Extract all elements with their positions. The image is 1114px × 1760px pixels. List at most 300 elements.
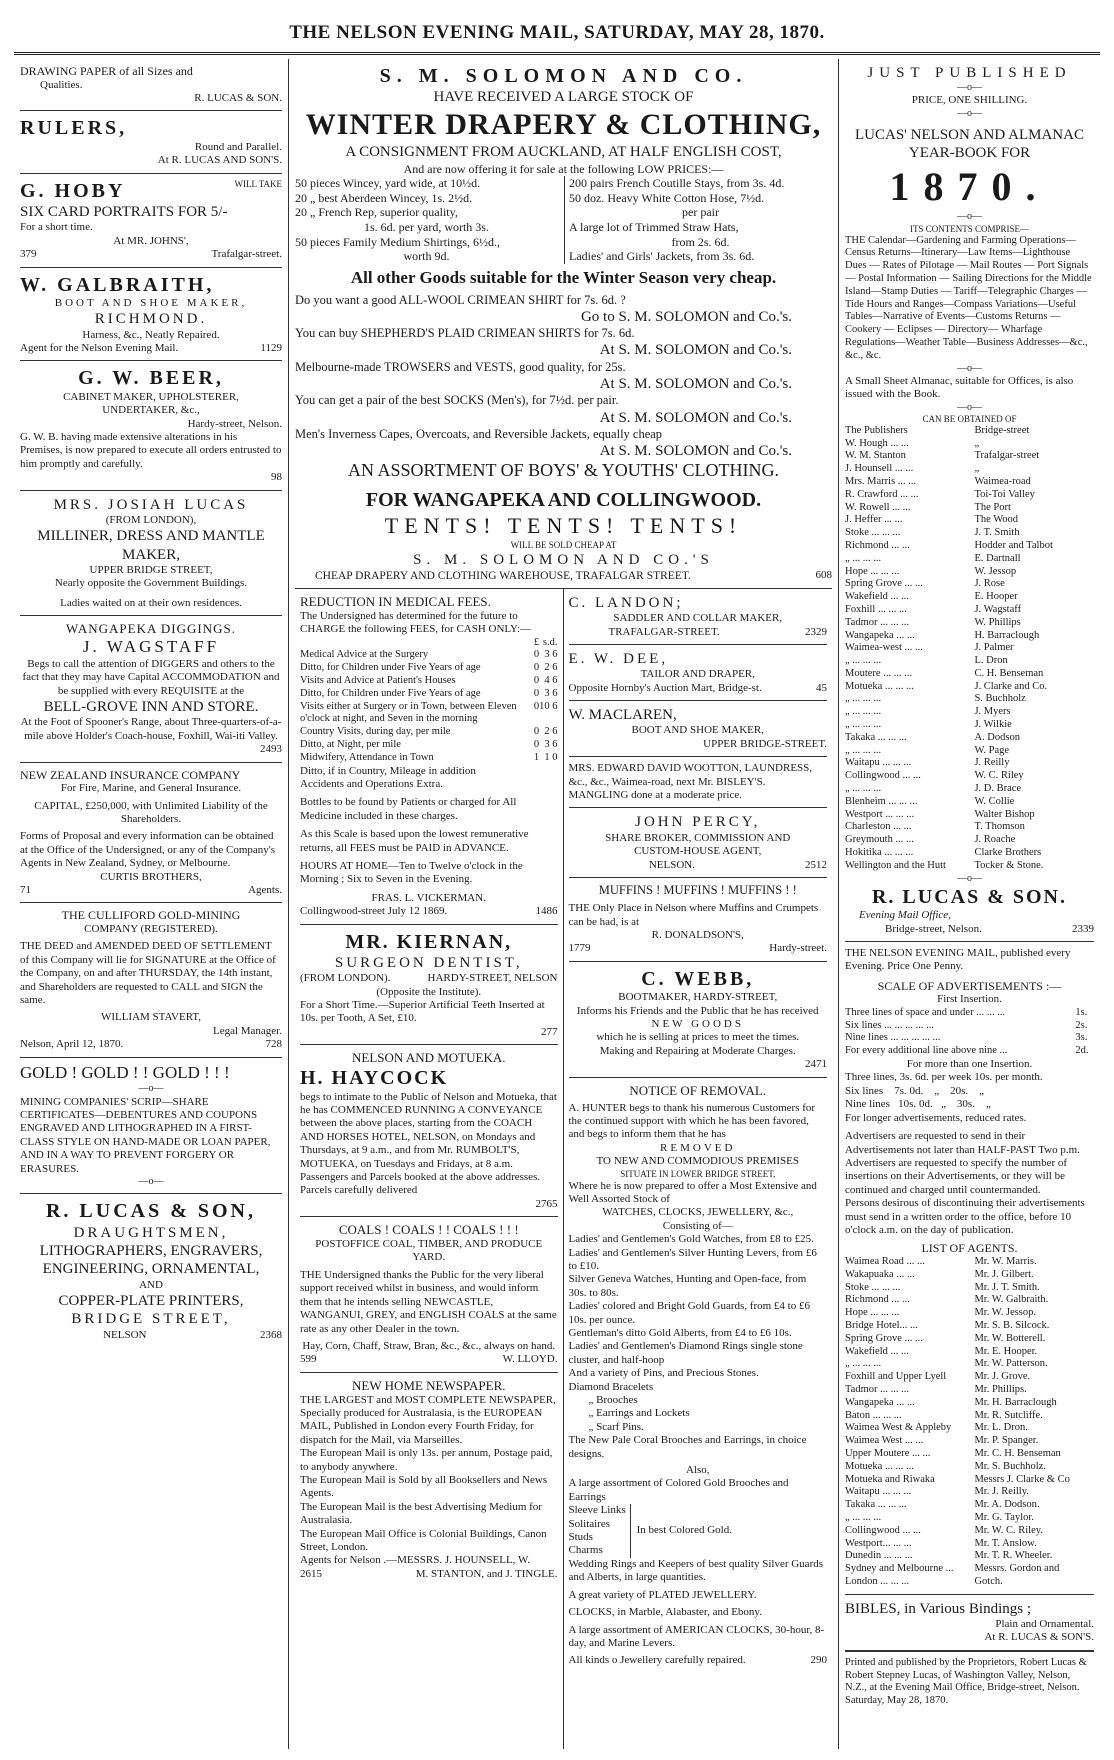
rate-row-cell: Three lines of space and under ... ... ... — [845, 1006, 1006, 1018]
rate-row-cell: 2s. — [1075, 1019, 1088, 1031]
agent-row-cell: Dunedin ... ... ... — [845, 1550, 913, 1562]
agent-row — [845, 1410, 1094, 1423]
ad-line: SHARE BROKER, COMMISSION AND — [605, 831, 791, 844]
agent-row — [845, 796, 1094, 809]
ad-beer — [20, 361, 282, 490]
agent-row-cell: Charleston ... ... — [845, 821, 912, 833]
ad-line: M. STANTON, and J. TINGLE. — [415, 1567, 558, 1580]
ad-heading: LIST OF AGENTS. — [921, 1241, 1018, 1256]
ad-heading: RULERS, — [20, 117, 128, 140]
ad-line: SADDLER AND COLLAR MAKER, — [613, 612, 783, 625]
agent-row-cell: W. Rowell ... ... — [845, 501, 911, 513]
ad-line: And are now offering it for sale at the following LOW PRICES:— — [403, 161, 724, 176]
agent-row-cell: W. Hough ... ... — [845, 437, 909, 449]
ad-line: Six lines 7s. 0d. „ 20s. „ — [845, 1084, 985, 1097]
ad-webb — [569, 962, 828, 1078]
agent-row-cell: Mr. W. Patterson. — [974, 1358, 1048, 1370]
list-item: The New Pale Coral Brooches and Earrings, in choice designs. — [568, 1434, 807, 1460]
agent-row-cell: „ ... ... ... — [845, 655, 882, 667]
ad-line: CAN BE OBTAINED OF — [922, 413, 1017, 424]
agent-row — [845, 681, 1094, 694]
offer-text: Men's Inverness Capes, Overcoats, and Reversible Jackets, equally cheap — [295, 426, 663, 441]
ad-number: 290 — [810, 1654, 827, 1667]
gold-items — [569, 1504, 828, 1558]
ad-line: SIX CARD PORTRAITS FOR 5/- — [20, 204, 228, 221]
ad-line: TENTS! TENTS! TENTS! — [384, 512, 743, 538]
agent-row — [845, 1384, 1094, 1397]
agent-row-cell: Mr. H. Barraclough — [974, 1396, 1057, 1408]
offer-text: Do you want a good ALL-WOOL CRIMEAN SHIRT for 7s. 6d. ? — [295, 292, 626, 307]
ad-line: WILL BE SOLD CHEAP AT — [510, 539, 617, 550]
price-item: 50 pieces Family Medium Shirtings, 6½d., — [295, 234, 500, 249]
agent-row — [845, 1538, 1094, 1551]
ad-body: Advertisers are requested to specify the number of insertions on their Advertisements, or they will be continued and charged until countermanded. — [845, 1156, 1068, 1196]
rate-row-cell: Six lines ... ... ... ... ... — [845, 1019, 934, 1031]
ad-line: PRICE, ONE SHILLING. — [911, 94, 1028, 107]
agent-row — [845, 1563, 1094, 1576]
ad-heading: E. W. DEE, — [568, 650, 669, 667]
agent-row-cell: Mr. S. Buchholz. — [974, 1460, 1046, 1472]
rate-row-cell: 1s. — [1075, 1006, 1088, 1018]
agent-row-cell: Collingwood ... ... — [845, 1524, 921, 1536]
ad-body: THE Only Place in Nelson where Muffins and Crumpets can be had, is at — [568, 902, 819, 928]
ad-number: 71 — [20, 884, 31, 896]
agent-row-cell: Waimea West ... ... — [845, 1435, 924, 1447]
agent-row-cell: Stoke ... ... ... — [845, 527, 901, 539]
ad-line: NELSON. — [648, 858, 695, 871]
price-item: 1s. 6d. per yard, worth 3s. — [364, 220, 489, 235]
ad-number: 599 — [300, 1353, 317, 1366]
ad-line: Hay, Corn, Chaff, Straw, Bran, &c., &c., always on hand. — [302, 1339, 556, 1352]
ad-number: 2765 — [535, 1197, 558, 1210]
ad-line: CUSTOM-HOUSE AGENT, — [634, 845, 762, 858]
separator: —o— — [957, 401, 982, 413]
ad-line: Accidents and Operations Extra. — [300, 777, 443, 790]
ad-heading: BIBLES, in Various Bindings ; — [845, 1600, 1031, 1617]
ad-number: 45 — [816, 681, 827, 694]
agent-row-cell: J. Reilly — [974, 757, 1010, 769]
offer-text: Melbourne-made TROWSERS and VESTS, good quality, for 25s. — [295, 359, 626, 374]
agent-row-cell: Waimea-road — [974, 475, 1031, 487]
agent-row-cell: Stoke ... ... ... — [845, 1281, 901, 1293]
agent-row-cell: Messrs J. Clarke & Co — [974, 1473, 1070, 1485]
agent-row-cell: W. M. Stanton — [845, 450, 906, 462]
separator: —o— — [138, 1176, 164, 1188]
ad-line: Hardy-street, Nelson. — [187, 417, 282, 430]
ad-heading: NEW ZEALAND INSURANCE COMPANY — [20, 767, 241, 782]
ad-heading: NELSON AND MOTUEKA. — [352, 1050, 506, 1066]
agent-row-cell: „ ... ... ... — [845, 706, 882, 718]
agent-row-cell: J. Rose — [974, 578, 1005, 590]
agent-row — [845, 1256, 1094, 1269]
agent-row-cell: J. Roache — [974, 834, 1016, 846]
ad-number: 1779 — [568, 942, 591, 955]
ad-body: Bottles to be found by Patients or charged for All Medicine included in these charges. — [300, 796, 517, 822]
ad-line: TAILOR AND DRAPER, — [640, 668, 755, 681]
ad-line: NEW GOODS — [651, 1018, 744, 1031]
agent-row-cell: Trafalgar-street — [974, 450, 1040, 462]
ad-heading: COALS ! COALS ! ! COALS ! ! ! — [338, 1222, 519, 1238]
agent-row-cell: Motueka ... ... ... — [845, 680, 914, 692]
offers — [295, 293, 832, 461]
agent-row-cell: Mrs. Marris ... ... — [845, 475, 917, 487]
ad-line: CHEAP DRAPERY AND CLOTHING WAREHOUSE, TRAFALGAR STREET. — [315, 569, 691, 582]
ad-body: Begs to call the attention of DIGGERS and others to the fact that they may have Capital ACCOMMODATION and be supplied with every REQUISITE at the — [22, 657, 280, 697]
ad-line: A great variety of PLATED JEWELLERY. — [568, 1588, 757, 1601]
agent-row-cell: Mr. E. Hooper. — [974, 1345, 1038, 1357]
ad-line: WILL TAKE — [234, 178, 282, 189]
ad-body: Agents for Nelson .—MESSRS. J. HOUNSELL, W. — [300, 1554, 531, 1567]
ad-line: AN ASSORTMENT OF BOYS' & YOUTHS' CLOTHING. — [348, 460, 779, 481]
fee-row: Ditto, at Night, per mile 0 3 6 — [300, 738, 558, 750]
ad-line: Nearly opposite the Government Buildings. — [54, 577, 248, 590]
agent-row-cell: Greymouth ... ... — [845, 834, 914, 846]
ad-body: The European Mail is only 13s. per annum, Postage paid, to anybody anywhere. — [300, 1447, 553, 1473]
ad-line: For Fire, Marine, and General Insurance. — [60, 782, 242, 795]
agent-row-cell: Westport... ... ... — [845, 1537, 912, 1549]
agent-row-cell: W. Collie — [974, 795, 1015, 807]
ad-coals — [300, 1217, 558, 1373]
ad-line: Ladies waited on at their own residences. — [60, 596, 242, 609]
agent-row-cell: E. Dartnall — [974, 552, 1021, 564]
agent-row — [845, 719, 1094, 732]
rate-row — [845, 1045, 1094, 1058]
agent-row-cell: Mr. J. Reilly. — [974, 1486, 1029, 1498]
agent-row — [845, 450, 1094, 463]
ad-insurance — [20, 763, 282, 904]
ad-line: SITUATE IN LOWER BRIDGE STREET, — [620, 1168, 776, 1179]
ad-line: Making and Repairing at Moderate Charges. — [599, 1044, 796, 1057]
ad-body: THE LARGEST and MOST COMPLETE NEWSPAPER, Specially produced for Australasia, is the EUROPEAN MAIL, Published in London every Fourth Friday, for dispatch for the Mail, via Marseilles. — [300, 1393, 556, 1446]
list-item: Ladies' colored and Bright Gold Guards, from £4 to £6 10s. per ounce. — [568, 1300, 810, 1326]
ad-number: 2512 — [805, 858, 827, 871]
agent-row-cell: Wakapuaka ... ... — [845, 1268, 915, 1280]
agent-row — [845, 821, 1094, 834]
ad-line: Three lines, 3s. 6d. per week 10s. per month. — [845, 1071, 1043, 1084]
ad-wagstaff — [20, 616, 282, 762]
agent-row-cell: E. Hooper — [974, 591, 1018, 603]
ad-number: 2615 — [300, 1567, 322, 1580]
ad-line: Agent for the Nelson Evening Mail. — [20, 342, 179, 355]
ad-line: Collingwood-street July 12 1869. — [300, 905, 448, 918]
agent-row-cell: Takaka ... ... ... — [845, 1499, 907, 1511]
agent-row — [845, 578, 1094, 591]
agent-row-cell: Mr. C. H. Benseman — [974, 1447, 1061, 1459]
ad-heading: MR. KIERNAN, — [345, 930, 513, 953]
ad-percy — [569, 808, 828, 878]
agent-row-cell: Motueka ... ... ... — [845, 1460, 914, 1472]
agent-row — [845, 706, 1094, 719]
agent-row-cell: „ ... ... ... — [845, 552, 882, 564]
columns — [14, 59, 1100, 1749]
ad-line: In best Colored Gold. — [636, 1524, 732, 1537]
agent-row-cell: Mr. J. Gilbert. — [974, 1268, 1034, 1280]
fee-col-head: £ — [533, 636, 540, 648]
ad-mrs-lucas — [20, 491, 282, 617]
ad-number: 2471 — [805, 1058, 827, 1071]
agent-row-cell: Baton ... ... ... — [845, 1409, 902, 1421]
ad-line: FOR WANGAPEKA AND COLLINGWOOD. — [365, 489, 762, 512]
column-1 — [14, 59, 289, 1749]
agent-row-cell: Mr. J. T. Smith. — [974, 1281, 1040, 1293]
agent-row-cell: W. Phillips — [974, 616, 1021, 628]
agent-row-cell: Wangapeka ... ... — [845, 629, 915, 641]
agent-row — [845, 476, 1094, 489]
agent-row-cell: Waimea Road ... ... — [845, 1255, 925, 1267]
ad-heading: S. M. SOLOMON AND CO. — [379, 65, 748, 87]
agent-row-cell: Tadmor ... ... ... — [845, 1383, 910, 1395]
agent-row-cell: Waitapu ... ... ... — [845, 1486, 912, 1498]
agent-row — [845, 1346, 1094, 1359]
agents-table — [845, 425, 1094, 873]
fee-row: Ditto, for Children under Five Years of age 0 3 6 — [300, 687, 558, 699]
agent-row-cell: „ ... ... ... — [845, 744, 882, 756]
agent-row-cell: Waimea-west ... ... — [845, 642, 923, 654]
ad-line: UPPER BRIDGE STREET, — [89, 563, 213, 576]
agent-row-cell: „ ... ... ... — [845, 693, 882, 705]
agent-row-cell: Mr. J. Grove. — [974, 1371, 1031, 1383]
ad-european-mail — [300, 1373, 558, 1587]
ad-heading: W. GALBRAITH, — [20, 273, 215, 296]
ad-rulers — [20, 111, 282, 173]
ad-heading: WANGAPEKA DIGGINGS. — [66, 621, 236, 637]
ad-number: 728 — [265, 1038, 282, 1051]
agent-row — [845, 566, 1094, 579]
ad-line: UNDERTAKER, &c., — [102, 404, 200, 417]
agent-row — [845, 1512, 1094, 1525]
agent-row-cell: R. Crawford ... ... — [845, 488, 919, 500]
ad-line: At MR. JOHNS', — [113, 234, 189, 247]
list-item: Silver Geneva Watches, Hunting and Open-face, from 30s. to 80s. — [568, 1273, 807, 1299]
ad-body: A large assortment of AMERICAN CLOCKS, 30-hour, 8-day, and Marine Levers. — [568, 1623, 825, 1649]
ad-lucas-son — [20, 1194, 282, 1347]
ad-line: COPPER-PLATE PRINTERS, — [58, 1292, 244, 1309]
agent-row — [845, 591, 1094, 604]
agent-row — [845, 1474, 1094, 1487]
ad-heading: GOLD ! GOLD ! ! GOLD ! ! ! — [20, 1062, 230, 1082]
ad-kiernan — [300, 925, 558, 1046]
ad-line: which he is selling at prices to meet the times. — [596, 1031, 800, 1044]
ad-line: At R. LUCAS AND SON'S. — [157, 154, 282, 167]
agent-row — [845, 642, 1094, 655]
column-3 — [839, 59, 1100, 1749]
agent-row-cell: Mr. A. Dodson. — [974, 1499, 1040, 1511]
ad-heading: REDUCTION IN MEDICAL FEES. — [300, 593, 491, 609]
agent-row — [845, 1397, 1094, 1410]
agent-row-cell: J. T. Smith — [974, 527, 1020, 539]
agent-row-cell: J. Palmer — [974, 642, 1014, 654]
separator: —o— — [138, 1083, 164, 1095]
agent-row — [845, 1576, 1094, 1589]
agent-row-cell: Richmond ... ... — [845, 539, 910, 551]
agent-row — [845, 527, 1094, 540]
agent-row — [845, 693, 1094, 706]
ad-body: Wedding Rings and Keepers of best quality Silver Guards and Alberts, in large quantities. — [568, 1557, 824, 1584]
ad-signature: W. LLOYD. — [502, 1353, 558, 1366]
agent-row — [845, 502, 1094, 515]
ad-solomon — [295, 59, 832, 588]
agent-row — [845, 514, 1094, 527]
agent-row — [845, 809, 1094, 822]
list-item: Ladies' and Gentlemen's Silver Hunting Levers, from £6 to £10. — [568, 1246, 817, 1272]
ad-line: Nelson, April 12, 1870. — [20, 1038, 124, 1051]
agent-row-cell: Hope ... ... ... — [845, 565, 900, 577]
agent-row-cell: „ ... ... ... — [845, 1511, 882, 1523]
offer-where: At S. M. SOLOMON and Co.'s. — [599, 376, 792, 393]
agent-row — [845, 489, 1094, 502]
ad-galbraith — [20, 268, 282, 362]
ad-line: Trafalgar-street. — [211, 248, 282, 261]
agent-row-cell: Upper Moutere ... ... — [845, 1447, 931, 1459]
fee-col-head: d. — [549, 636, 558, 648]
ad-line: HAVE RECEIVED A LARGE STOCK OF — [433, 89, 694, 106]
separator: —o— — [957, 107, 982, 119]
ad-body: Forms of Proposal and every information can be obtained at the Office of the Undersigned, or any of the Company's Agents in New Zealand, Sydney, or Melbourne. — [20, 830, 276, 870]
agent-row-cell: Mr. W. Botterell. — [974, 1332, 1046, 1344]
ad-heading: THE CULLIFORD GOLD-MINING — [61, 908, 241, 923]
ad-line: Agents. — [248, 884, 282, 896]
ad-body: As this Scale is based upon the lowest remunerative returns, all FEES must be PAID in ADVANCE. — [300, 828, 529, 854]
ad-heading: JUST PUBLISHED — [867, 65, 1072, 81]
ad-line: BOOT AND SHOE MAKER, — [631, 724, 764, 737]
rate-row — [845, 1007, 1094, 1020]
ad-line: DRAWING PAPER of all Sizes and — [20, 64, 193, 78]
ad-heading: C. WEBB, — [641, 967, 755, 990]
ad-body: THE Calendar—Gardening and Farming Operations—Census Returns—Itinerary—Law Items—Lighthouse Dues — Rates of Pilotage — Mail Routes — Port Signals — Postal Information — Sailing Directions for the Middle Island—Stamp Duties — Tariff—Telegraphic Charges — Tide Hours and Ranges—Compass Variations—Useful Tables—Narrative of Events—Customs Returns — Cookery — Eclipses — Directory— Wharfage Regulations—Weather Table—Business Addresses—&c., &c., &c. — [845, 234, 1092, 361]
agent-row-cell: Mr. W. C. Riley. — [974, 1524, 1043, 1536]
ad-body: Persons desirous of discontinuing their advertisements must send in a written order to the office, before 10 o'clock a.m. on the day of publication. — [845, 1197, 1085, 1236]
ad-body: G. W. B. having made extensive alterations in his Premises, is now prepared to execute all orders entrusted to him promptly and carefully. — [20, 431, 282, 470]
agent-row-cell: Spring Grove ... ... — [845, 1332, 923, 1344]
ad-heading: JOHN PERCY, — [635, 814, 761, 831]
ad-drawing-paper — [20, 59, 282, 111]
agent-row-cell: Tocker & Stone. — [974, 859, 1044, 871]
separator: —o— — [957, 82, 982, 94]
fee-row: Visits either at Surgery or in Town, between Eleven o'clock at night, and Seven in the morning 0 10 6 — [300, 700, 558, 725]
agent-row — [845, 1333, 1094, 1346]
rate-row — [845, 1020, 1094, 1033]
rate-row-cell: For every additional line above nine ... — [845, 1045, 1008, 1057]
ad-body: THE Undersigned thanks the Public for the very liberal support received whilst in business, and would inform them that he intends selling NEWCASTLE, WANGANUI, GREY, and ENGLISH COALS at the same rate as any other Dealer in the town. — [300, 1268, 557, 1335]
agent-row-cell: J. Wagstaff — [974, 603, 1022, 615]
agent-row-cell: Takaka ... ... ... — [845, 731, 907, 743]
agent-row-cell: Mr. R. Sutcliffe. — [974, 1409, 1043, 1421]
agent-row — [845, 834, 1094, 847]
price-item: per pair — [682, 205, 719, 220]
ad-line: CLOCKS, in Marble, Alabaster, and Ebony. — [568, 1606, 762, 1619]
ad-heading: C. LANDON; — [568, 594, 684, 611]
agent-row — [845, 1435, 1094, 1448]
agent-row-cell: Foxhill and Upper Lyell — [845, 1371, 947, 1383]
agent-row — [845, 438, 1094, 451]
list-item: And a variety of Pins, and Precious Stones. — [568, 1367, 759, 1380]
agent-row-cell: C. H. Benseman — [974, 667, 1044, 679]
ad-line: DRAUGHTSMEN, — [73, 1224, 229, 1241]
ad-line: BELL-GROVE INN AND STORE. — [43, 699, 259, 716]
agent-row — [845, 732, 1094, 745]
list-item: Sleeve Links — [568, 1504, 626, 1517]
ad-line: SURGEON DENTIST, — [334, 954, 523, 971]
ad-heading: LUCAS' NELSON AND ALMANAC YEAR-BOOK FOR — [855, 127, 1084, 162]
agent-row-cell: Richmond ... ... — [845, 1294, 910, 1306]
ad-line: Evening Mail Office, — [859, 909, 951, 922]
agent-row-cell: Spring Grove ... ... — [845, 578, 923, 590]
fee-row: Visits and Advice at Patient's Houses 0 4 6 — [300, 674, 558, 686]
ad-body: A large assortment of Colored Gold Brooches and Earrings — [568, 1477, 789, 1503]
ad-signature: FRAS. L. VICKERMAN. — [371, 891, 486, 904]
list-item: „ Brooches — [588, 1394, 638, 1406]
ad-line: ITS CONTENTS COMPRISE— — [909, 223, 1029, 234]
ad-mail-scale — [845, 942, 1094, 1595]
masthead: THE NELSON EVENING MAIL, SATURDAY, MAY 28, 1870. — [14, 8, 1100, 55]
column-2 — [289, 59, 839, 1749]
agent-row-cell: Mr. G. Taylor. — [974, 1511, 1034, 1523]
ad-body: The European Mail Office is Colonial Buildings, Canon Street, London. — [300, 1527, 547, 1554]
ad-heading: MUFFINS ! MUFFINS ! MUFFINS ! ! — [598, 882, 797, 897]
agent-row-cell: Bridge-street — [974, 424, 1030, 436]
agent-row-cell: Waimea West & Appleby — [845, 1422, 952, 1434]
rate-row-cell: Nine lines ... ... ... ... ... — [845, 1032, 941, 1044]
agent-row-cell: The Publishers — [845, 424, 908, 436]
ad-line: RICHMOND. — [94, 311, 208, 328]
imprint — [845, 1651, 1094, 1713]
ad-body: begs to intimate to the Public of Nelson and Motueka, that he has COMMENCED RUNNING A CONVEYANCE between the above places, starting from the COACH AND HORSES HOTEL, NELSON, on Mondays and Thursdays, at 9 a.m., and from Mr. RUMBOLT'S, MOTUEKA, on Tuesdays and Fridays, at 8 a.m. Passengers and Parcels booked at the above addresses. Parcels carefully delivered — [300, 1090, 557, 1197]
agent-row — [845, 745, 1094, 758]
ad-body: MRS. EDWARD DAVID WOOTTON, LAUNDRESS, &c., &c., Waimea-road, next Mr. BISLEY'S. MANGLING done at a moderate price. — [568, 762, 813, 802]
agent-row-cell: Hokitika ... ... ... — [845, 847, 914, 859]
agent-row-cell: J. D. Brace — [974, 783, 1022, 795]
ad-bibles — [845, 1595, 1094, 1651]
agent-row-cell: J. Heffer ... ... — [845, 514, 903, 526]
agent-row — [845, 655, 1094, 668]
price-list-right — [564, 176, 832, 264]
agent-row-cell: Moutere ... ... ... — [845, 667, 913, 679]
list-item: Studs — [568, 1531, 593, 1544]
agent-row — [845, 617, 1094, 630]
ad-signature: R. LUCAS & SON. — [871, 885, 1068, 908]
ad-line: S. M. SOLOMON AND CO.'S — [413, 551, 714, 568]
agent-row — [845, 1499, 1094, 1512]
agent-row-cell: „ — [974, 437, 980, 449]
agent-row-cell: A. Dodson — [974, 731, 1020, 743]
price-item: 20 „ best Aberdeen Wincey, 1s. 2½d. — [295, 190, 473, 205]
fee-row: Medical Advice at the Surgery 0 3 6 — [300, 649, 558, 661]
ad-line: (Opposite the Institute). — [376, 985, 482, 998]
agent-row-cell: „ ... ... ... — [845, 1358, 882, 1370]
ad-body: THE DEED and AMENDED DEED OF SETTLEMENT of this Company will lie for SIGNATURE at the Office of the Company, on and after THURSDAY, the 14th instant, and Shareholders are requested to CALL and SIGN the same. — [20, 940, 276, 1007]
agent-row-cell: The Wood — [974, 514, 1019, 526]
ad-line: For more than one Insertion. — [906, 1058, 1033, 1071]
ad-line: For a short time. — [20, 221, 93, 234]
agent-row — [845, 540, 1094, 553]
ad-body: A. HUNTER begs to thank his numerous Customers for the continued support with which he has been favored, and begs to inform them that he has — [568, 1101, 816, 1141]
offer-where: At S. M. SOLOMON and Co.'s. — [599, 409, 792, 426]
list-item: Ladies' and Gentlemen's Gold Watches, from £8 to £25. — [568, 1233, 814, 1246]
agent-row-cell: Messrs. Gordon and — [974, 1563, 1060, 1575]
ad-body: THE NELSON EVENING MAIL, published every Evening. Price One Penny. — [845, 947, 1071, 973]
imprint-text: Printed and published by the Proprietors, Robert Lucas & Robert Stepney Lucas, of Washington Valley, Nelson, N.Z., at the Evening Mail Office, Bridge-street, Nelson. Saturday, May 28, 1870. — [845, 1656, 1087, 1707]
agent-row-cell: Mr. W. Galbraith. — [974, 1294, 1049, 1306]
agent-row-cell: J. Wilkie — [974, 719, 1012, 731]
ad-line: TRAFALGAR-STREET. — [608, 625, 720, 638]
agent-row-cell: Wellington and the Hutt — [845, 859, 946, 871]
ad-heading: H. HAYCOCK — [300, 1067, 449, 1090]
ad-heading: G. W. BEER, — [78, 367, 224, 390]
ad-line: All other Goods suitable for the Winter Season very cheap. — [350, 267, 777, 287]
agent-row — [845, 604, 1094, 617]
agent-row-cell: W. Jessop — [974, 565, 1017, 577]
agent-row-cell: Hodder and Talbot — [974, 539, 1053, 551]
